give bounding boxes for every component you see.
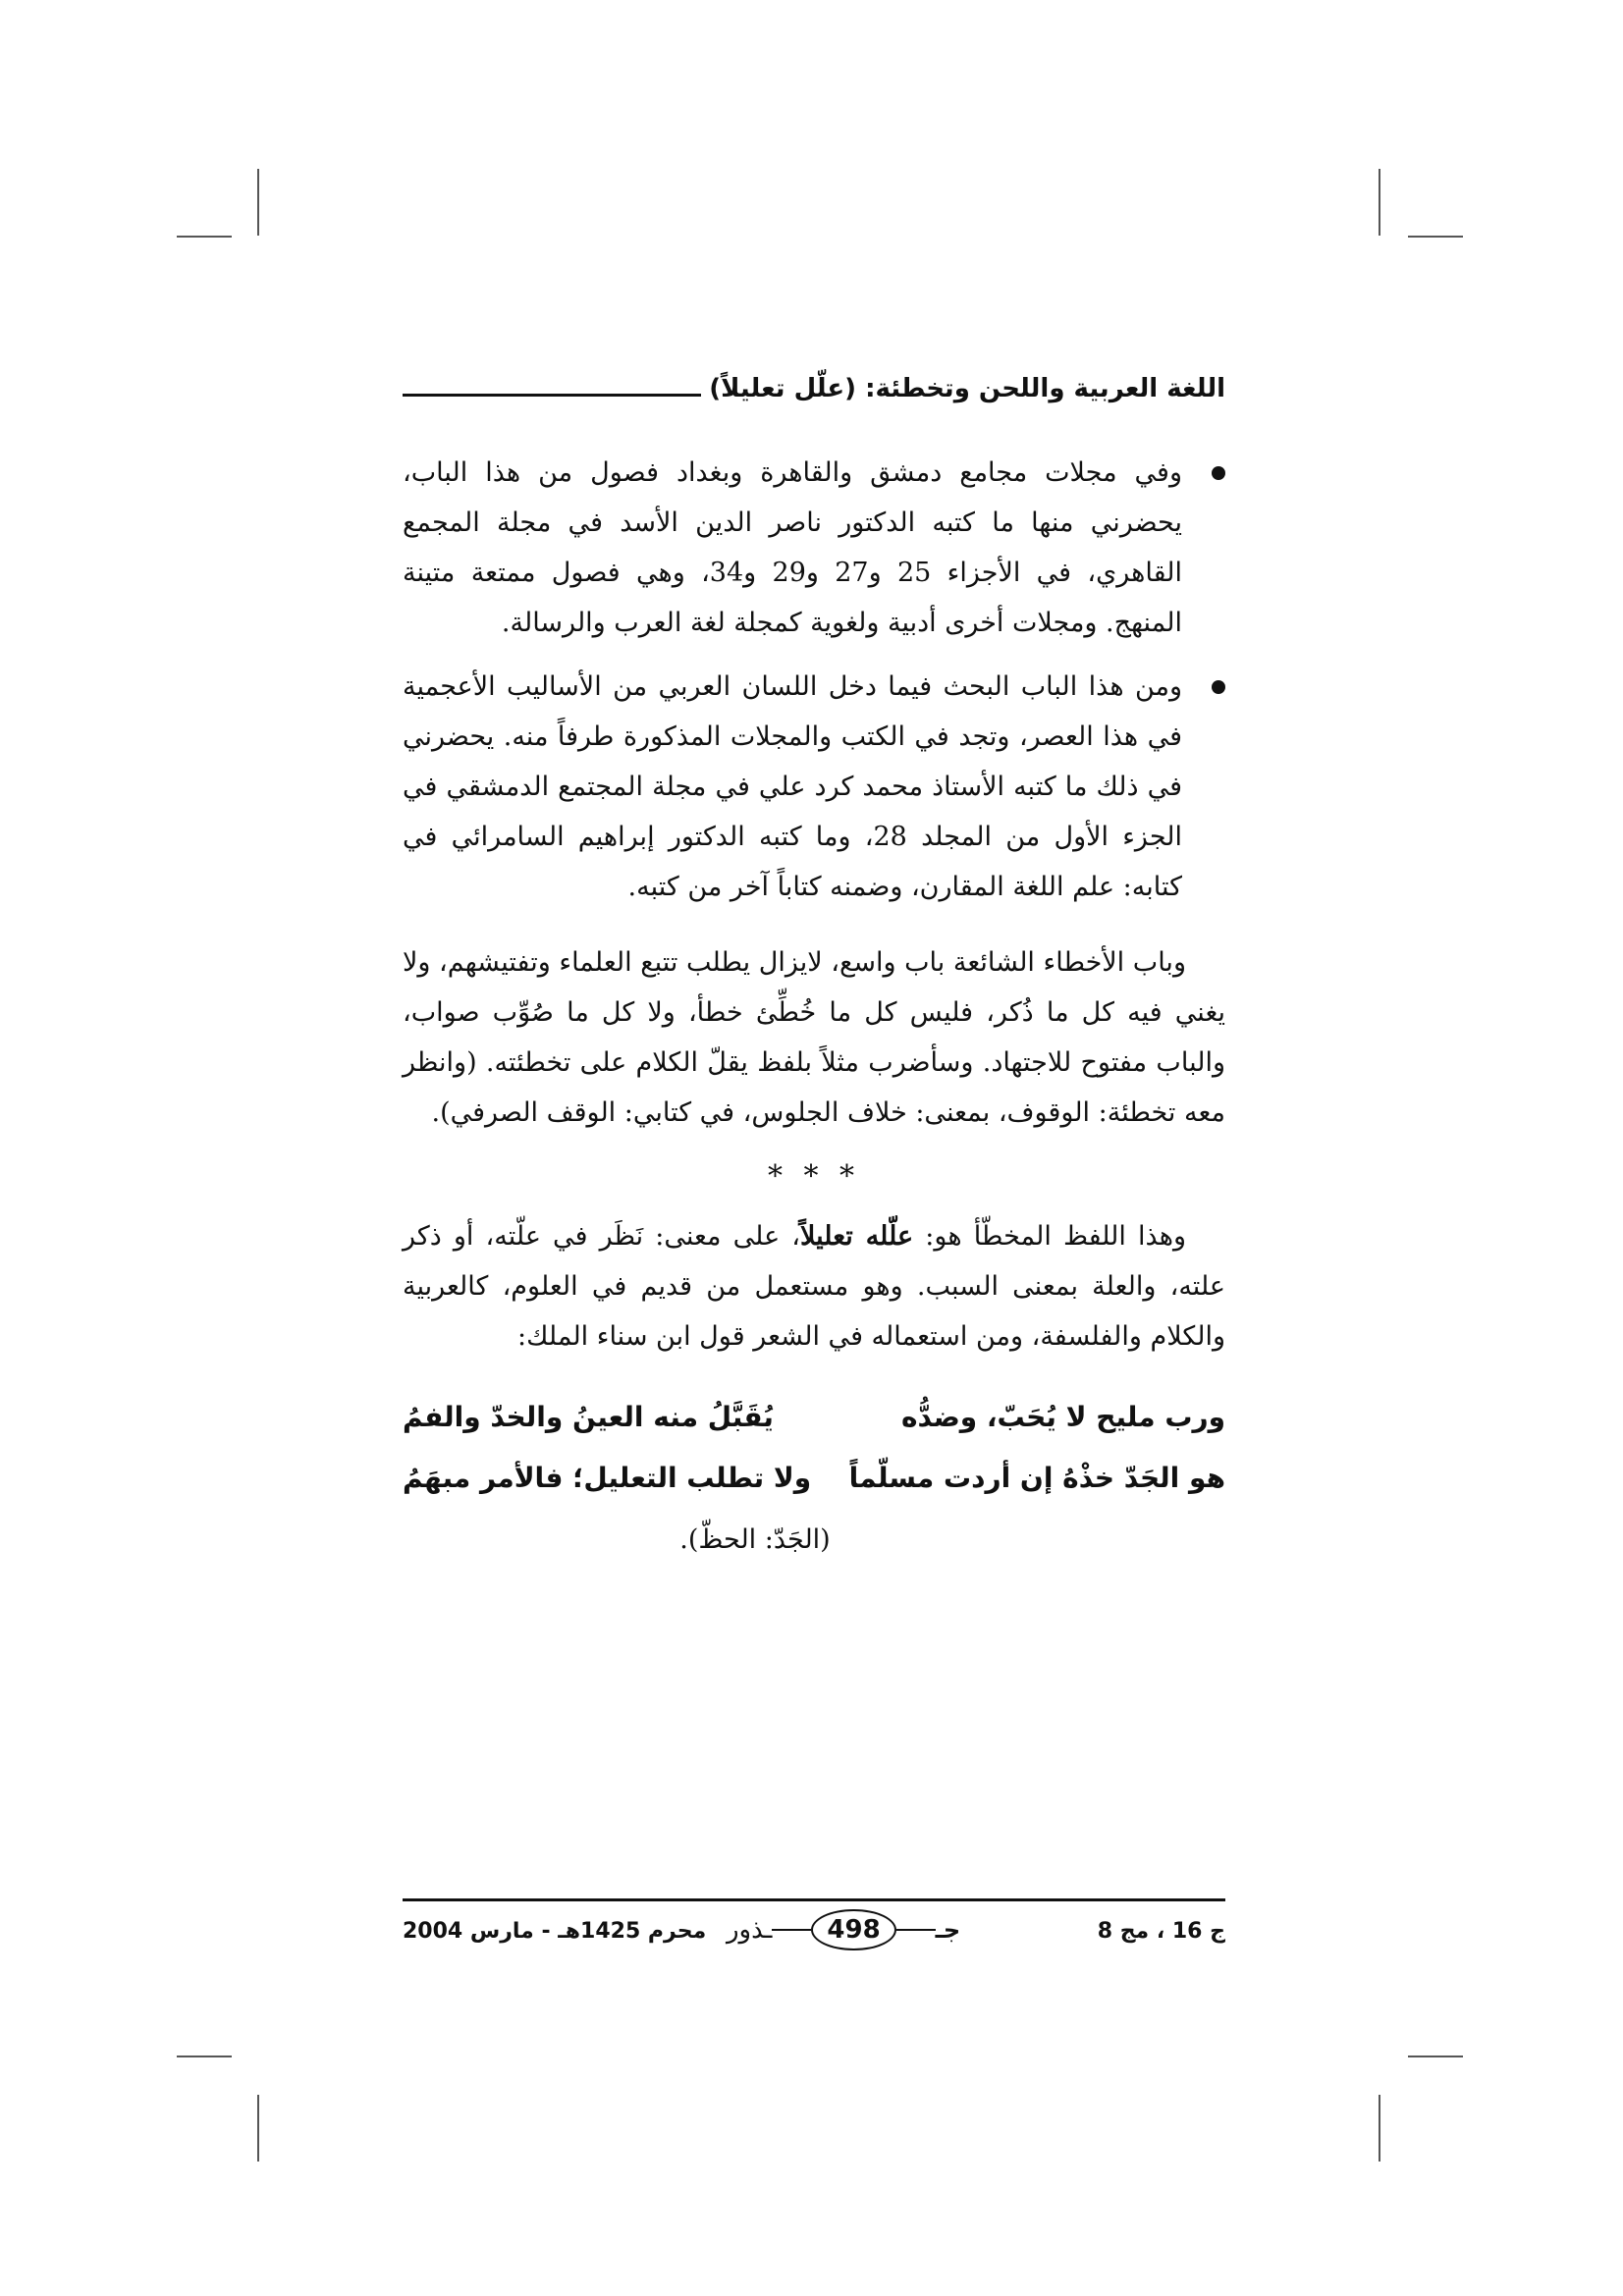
paragraph-rest: ، على معنى: نَظَر في علّته، أو ذكر علته، والعلة بمعنى السبب. وهو مستعمل من قديم في العلوم، كالعربية والكلام والفلسفة، ومن استعماله في الشعر قول ابن سناء الملك: — [403, 1221, 1225, 1352]
running-header — [403, 369, 1225, 408]
footer-logo: ـذور — [727, 1915, 773, 1945]
hemistich-first: هو الجَدّ خذْهُ إن أردت مسلّماً — [848, 1462, 1225, 1494]
hemistich-first: ورب مليح لا يُحَبّ، وضدُّه — [900, 1401, 1225, 1433]
crop-mark — [257, 2095, 259, 2162]
footer-page-marker — [727, 1909, 960, 1950]
highlighted-term: علّله تعليلاً — [800, 1221, 914, 1252]
header-rule — [403, 394, 701, 397]
hemistich-second: يُقَبَّلُ منه العينُ والخدّ والفمُ — [403, 1401, 774, 1433]
crop-mark — [1379, 2095, 1380, 2162]
paragraph-common-errors: وباب الأخطاء الشائعة باب واسع، لايزال يطلب تتبع العلماء وتفتيشهم، ولا يغني فيه كل ما ذُكر، فليس كل ما خُطِّئ خطأ، ولا كل ما صُوِّب صواب، والباب مفتوح للاجتهاد. وسأضرب مثلاً بلفظ يقلّ الكلام على تخطئته. (وانظر معه تخطئة: الوقوف، بمعنى: خلاف الجلوس، في كتابي: الوقف الصرفي). — [403, 947, 1225, 1128]
page-number: 498 — [811, 1909, 895, 1950]
crop-mark — [1408, 236, 1463, 238]
crop-mark — [257, 169, 259, 236]
bullet-item — [403, 448, 1225, 648]
crop-mark — [1379, 169, 1380, 236]
paragraph-term — [403, 1211, 1225, 1362]
footer-line — [772, 1929, 811, 1931]
bullet-text: ومن هذا الباب البحث فيما دخل اللسان العربي من الأساليب الأعجمية في هذا العصر، وتجد في الكتب والمجلات المذكورة طرفاً منه. يحضرني في ذلك ما كتبه الأستاذ محمد كرد علي في مجلة المجتمع الدمشقي في الجزء الأول من المجلد 28، وما كتبه الدكتور إبراهيم السامرائي في كتابه: علم اللغة المقارن، وضمنه كتاباً آخر من كتبه. — [403, 671, 1182, 902]
hemistich-second: ولا تطلب التعليل؛ فالأمر مبهَمُ — [403, 1462, 812, 1494]
gloss-note: (الجَدّ: الحظّ). — [679, 1524, 831, 1555]
poem — [403, 1387, 1225, 1509]
poem-verse — [403, 1387, 1225, 1448]
footer-volume: ج 16 ، مج 8 — [1097, 1919, 1225, 1944]
section-separator: * * * — [767, 1159, 861, 1194]
bullet-icon — [1212, 680, 1225, 694]
footer-date: محرم 1425هـ - مارس 2004 — [403, 1919, 707, 1944]
bullet-item — [403, 662, 1225, 912]
paragraph-intro: وهذا اللفظ المخطّأ هو: — [913, 1221, 1186, 1252]
header-title: اللغة العربية واللحن وتخطئة: (علّل تعليلاً) — [709, 374, 1225, 403]
page-body — [403, 448, 1225, 1565]
bullet-text: وفي مجلات مجامع دمشق والقاهرة وبغداد فصول من هذا الباب، يحضرني منها ما كتبه الدكتور ناصر الدين الأسد في مجلة المجمع القاهري، في الأجزاء 25 و27 و29 و34، وهي فصول ممتعة متينة المنهج. ومجلات أخرى أدبية ولغوية كمجلة لغة العرب والرسالة. — [403, 457, 1183, 638]
poem-verse — [403, 1448, 1225, 1509]
crop-mark — [177, 2056, 232, 2057]
page-footer — [403, 1898, 1225, 1978]
footer-jeem: جـ — [935, 1916, 961, 1944]
bullet-icon — [1212, 466, 1225, 480]
footer-line — [896, 1929, 936, 1931]
crop-mark — [1408, 2056, 1463, 2057]
crop-mark — [177, 236, 232, 238]
